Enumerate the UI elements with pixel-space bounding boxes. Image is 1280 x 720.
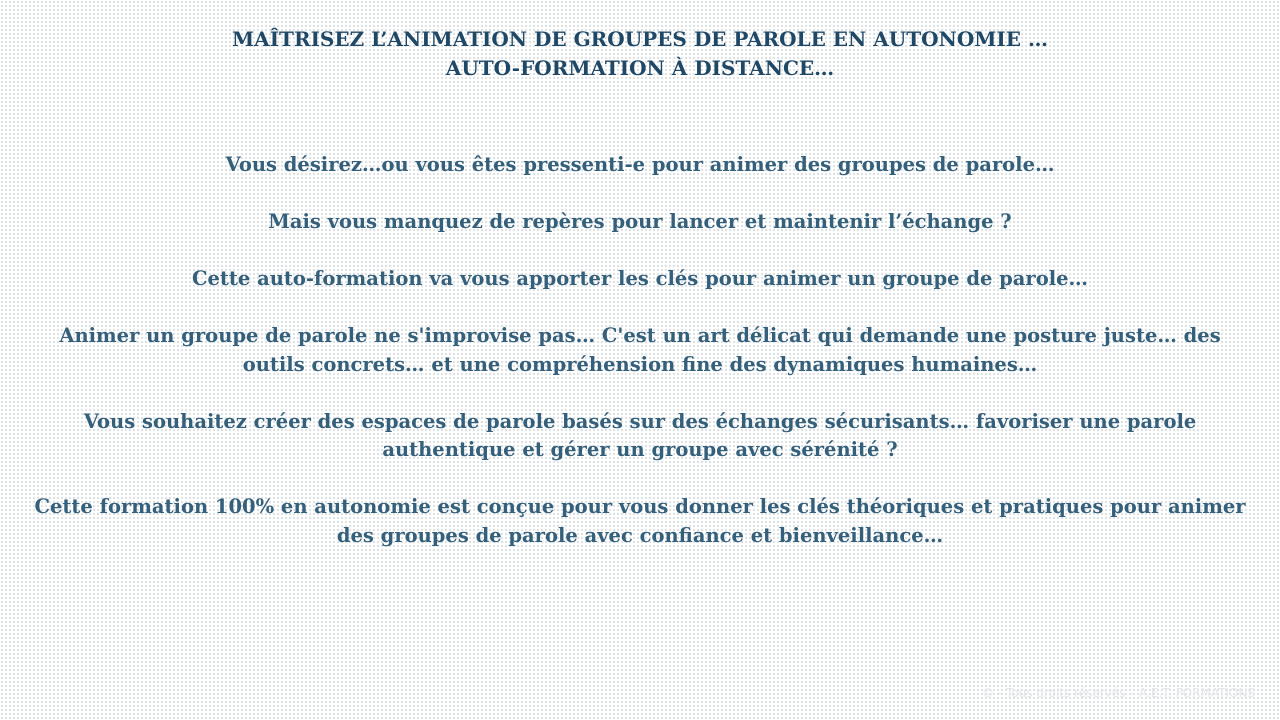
paragraph-6-line-2: des groupes de parole avec confiance et bienveillance… [336, 523, 944, 547]
paragraph-2 [10, 208, 1270, 237]
paragraph-6-line-1: Cette formation 100% en autonomie est conçue pour vous donner les clés théoriques et pratiques pour animer [34, 495, 1246, 518]
paragraph-5 [10, 408, 1270, 465]
title-line-1: MAÎTRISEZ L’ANIMATION DE GROUPES DE PAROLE EN AUTONOMIE … [232, 27, 1048, 51]
copyright-footer: © - Tous droits réservés – A.E.T. FORMATIONS [982, 686, 1255, 700]
paragraph-4-line-1: Animer un groupe de parole ne s'improvise pas… C'est un art délicat qui demande une posture juste… des [59, 324, 1221, 347]
paragraph-5-line-1: Vous souhaitez créer des espaces de parole basés sur des échanges sécurisants… favoriser une parole [83, 409, 1197, 433]
paragraph-3 [10, 265, 1270, 294]
slide-body [10, 151, 1270, 579]
page-title [0, 25, 1280, 83]
paragraph-5-line-2: authentique et gérer un groupe avec sérénité ? [382, 438, 898, 461]
paragraph-1-line-1: Vous désirez…ou vous êtes pressenti-e pour animer des groupes de parole… [225, 153, 1055, 176]
paragraph-3-line-1: Cette auto-formation va vous apporter les clés pour animer un groupe de parole… [191, 267, 1089, 290]
paragraph-4-line-2: outils concrets… et une compréhension fine des dynamiques humaines… [242, 352, 1038, 376]
paragraph-1 [10, 151, 1270, 180]
paragraph-2-line-1: Mais vous manquez de repères pour lancer et maintenir l’échange ? [268, 210, 1012, 233]
paragraph-4 [10, 322, 1270, 379]
title-line-2: AUTO-FORMATION À DISTANCE… [445, 56, 835, 80]
paragraph-6 [10, 493, 1270, 550]
